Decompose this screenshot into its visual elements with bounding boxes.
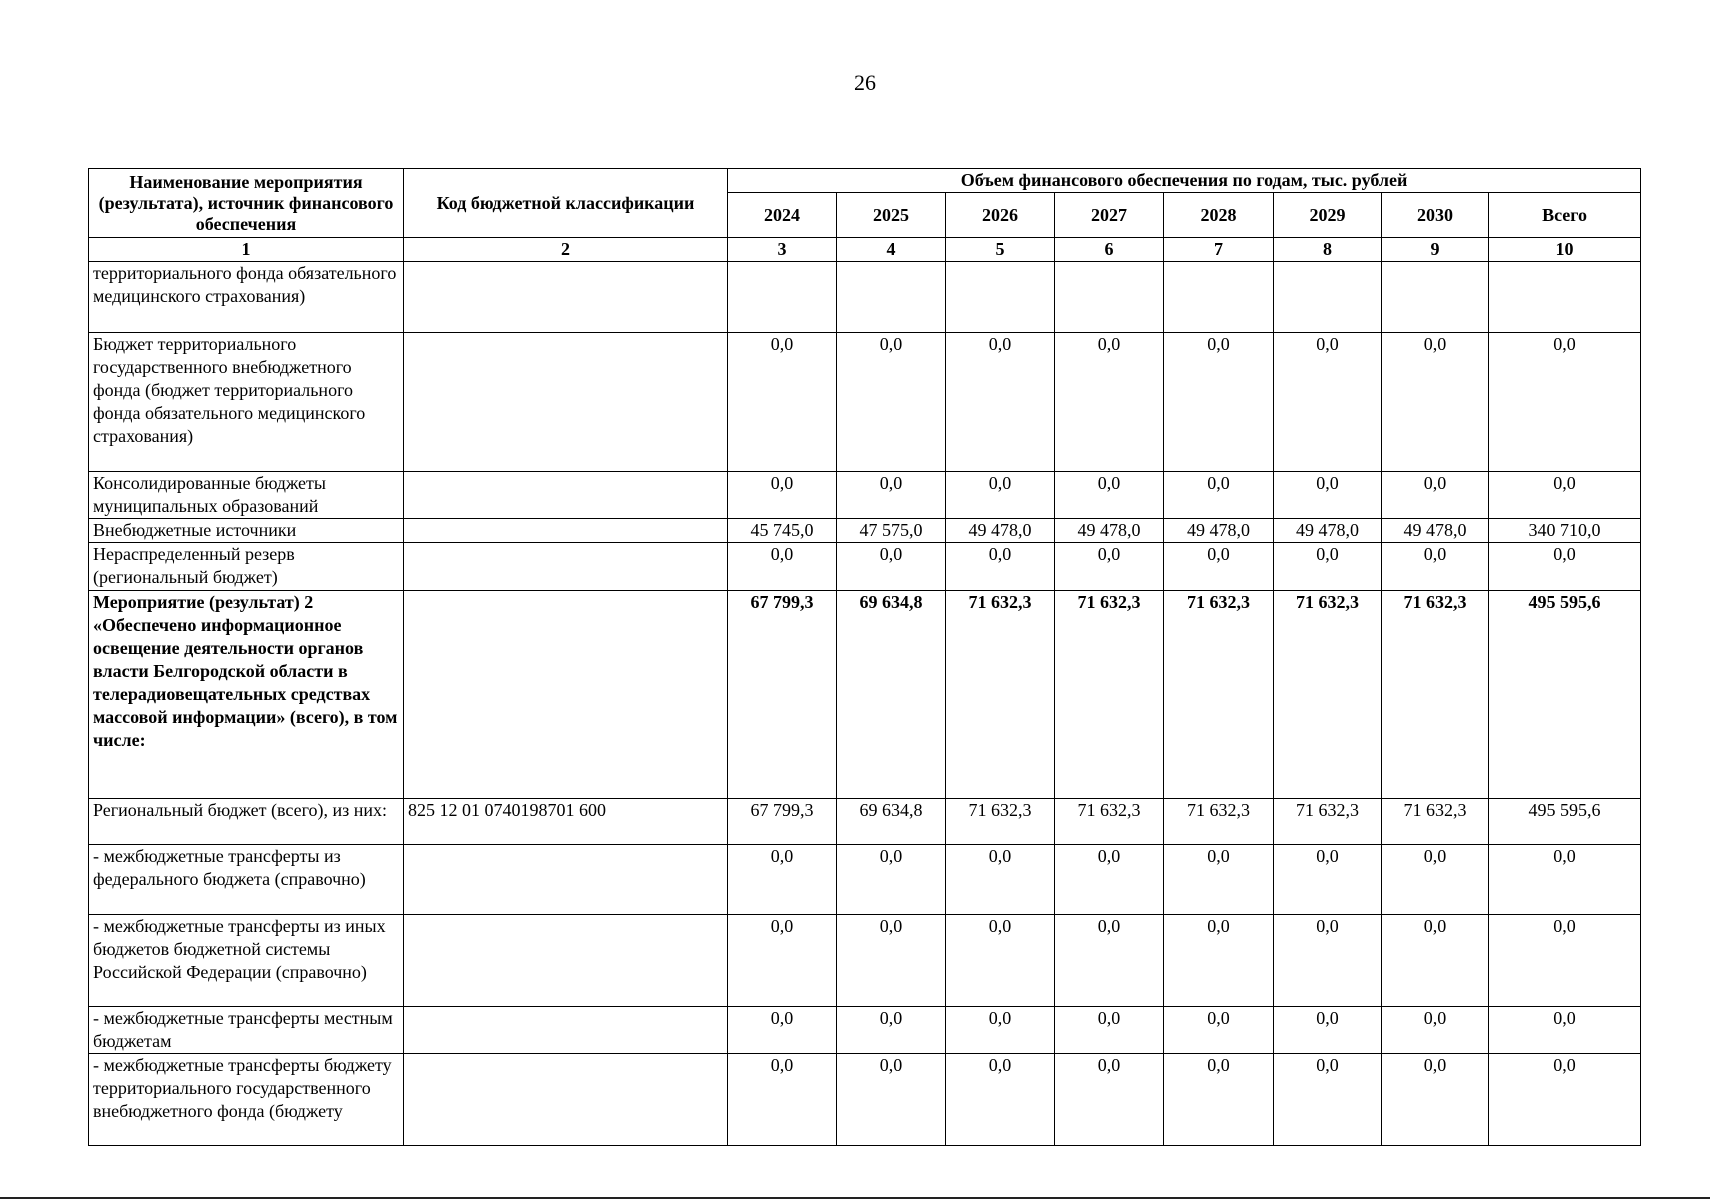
header-total: Всего — [1489, 193, 1641, 238]
page-bottom-edge — [0, 1197, 1710, 1199]
row-total-value: 0,0 — [1489, 915, 1641, 1007]
row-budget-code — [404, 845, 728, 915]
row-year-value: 0,0 — [837, 1054, 946, 1146]
table-row — [89, 333, 1641, 472]
row-year-value: 0,0 — [946, 1054, 1055, 1146]
header-year: 2026 — [946, 193, 1055, 238]
row-year-value — [946, 262, 1055, 333]
row-name: - межбюджетные трансферты местным бюджетам — [89, 1007, 404, 1054]
row-year-value: 0,0 — [1382, 333, 1489, 472]
row-total-value: 340 710,0 — [1489, 519, 1641, 543]
row-year-value: 49 478,0 — [1274, 519, 1382, 543]
column-index: 7 — [1164, 238, 1274, 262]
row-year-value: 71 632,3 — [1055, 591, 1164, 799]
row-year-value: 0,0 — [1382, 845, 1489, 915]
row-total-value: 0,0 — [1489, 543, 1641, 591]
row-year-value: 69 634,8 — [837, 799, 946, 845]
column-index: 9 — [1382, 238, 1489, 262]
row-year-value: 0,0 — [728, 915, 837, 1007]
row-name: - межбюджетные трансферты из иных бюджетов бюджетной системы Российской Федерации (справочно) — [89, 915, 404, 1007]
table-row — [89, 519, 1641, 543]
header-year: 2029 — [1274, 193, 1382, 238]
row-total-value: 0,0 — [1489, 333, 1641, 472]
row-year-value: 0,0 — [837, 472, 946, 519]
row-year-value: 0,0 — [837, 1007, 946, 1054]
header-year: 2024 — [728, 193, 837, 238]
row-year-value: 49 478,0 — [946, 519, 1055, 543]
column-index-row — [89, 238, 1641, 262]
row-year-value: 0,0 — [728, 1054, 837, 1146]
row-year-value: 71 632,3 — [1274, 799, 1382, 845]
row-name: Внебюджетные источники — [89, 519, 404, 543]
row-year-value: 49 478,0 — [1164, 519, 1274, 543]
row-year-value: 71 632,3 — [1164, 591, 1274, 799]
column-index: 4 — [837, 238, 946, 262]
row-name: Бюджет территориального государственного внебюджетного фонда (бюджет территориального фонда обязательного медицинского страхования) — [89, 333, 404, 472]
row-year-value: 69 634,8 — [837, 591, 946, 799]
row-name: - межбюджетные трансферты из федерального бюджета (справочно) — [89, 845, 404, 915]
row-year-value: 67 799,3 — [728, 799, 837, 845]
column-index: 5 — [946, 238, 1055, 262]
row-name: - межбюджетные трансферты бюджету территориального государственного внебюджетного фонда (бюджету — [89, 1054, 404, 1146]
row-year-value: 0,0 — [1382, 915, 1489, 1007]
row-year-value: 0,0 — [837, 543, 946, 591]
row-budget-code — [404, 472, 728, 519]
header-year: 2028 — [1164, 193, 1274, 238]
row-year-value: 71 632,3 — [1382, 591, 1489, 799]
row-year-value: 0,0 — [728, 543, 837, 591]
row-year-value: 0,0 — [1382, 1007, 1489, 1054]
header-name-column: Наименование мероприятия (результата), источник финансового обеспечения — [89, 169, 404, 238]
row-year-value: 0,0 — [1382, 543, 1489, 591]
row-year-value: 0,0 — [1164, 915, 1274, 1007]
row-total-value: 0,0 — [1489, 1054, 1641, 1146]
row-budget-code — [404, 543, 728, 591]
row-budget-code: 825 12 01 0740198701 600 — [404, 799, 728, 845]
row-year-value: 0,0 — [1164, 845, 1274, 915]
row-year-value: 0,0 — [1164, 1054, 1274, 1146]
row-budget-code — [404, 1007, 728, 1054]
row-total-value: 0,0 — [1489, 472, 1641, 519]
row-year-value: 71 632,3 — [1164, 799, 1274, 845]
table-row — [89, 472, 1641, 519]
row-budget-code — [404, 1054, 728, 1146]
row-year-value: 0,0 — [1382, 472, 1489, 519]
row-year-value: 0,0 — [1055, 472, 1164, 519]
row-year-value: 0,0 — [728, 472, 837, 519]
row-budget-code — [404, 915, 728, 1007]
row-name: Региональный бюджет (всего), из них: — [89, 799, 404, 845]
row-year-value: 49 478,0 — [1382, 519, 1489, 543]
row-year-value: 67 799,3 — [728, 591, 837, 799]
row-budget-code — [404, 519, 728, 543]
budget-table — [88, 168, 1641, 1146]
row-total-value — [1489, 262, 1641, 333]
table-row — [89, 1007, 1641, 1054]
row-budget-code — [404, 591, 728, 799]
row-year-value — [1382, 262, 1489, 333]
table-row — [89, 799, 1641, 845]
row-year-value: 0,0 — [1274, 1007, 1382, 1054]
row-year-value: 0,0 — [1164, 333, 1274, 472]
column-index: 8 — [1274, 238, 1382, 262]
row-year-value: 0,0 — [1274, 845, 1382, 915]
row-year-value: 0,0 — [728, 333, 837, 472]
header-year: 2027 — [1055, 193, 1164, 238]
row-year-value: 0,0 — [1164, 1007, 1274, 1054]
header-year: 2025 — [837, 193, 946, 238]
row-name: Консолидированные бюджеты муниципальных образований — [89, 472, 404, 519]
table-row — [89, 915, 1641, 1007]
row-total-value: 495 595,6 — [1489, 591, 1641, 799]
row-year-value — [728, 262, 837, 333]
column-index: 10 — [1489, 238, 1641, 262]
row-year-value: 0,0 — [1164, 543, 1274, 591]
row-year-value: 71 632,3 — [1382, 799, 1489, 845]
row-year-value: 0,0 — [946, 472, 1055, 519]
table-row — [89, 1054, 1641, 1146]
row-year-value: 0,0 — [1055, 543, 1164, 591]
table-row — [89, 543, 1641, 591]
row-year-value — [1274, 262, 1382, 333]
column-index: 1 — [89, 238, 404, 262]
row-year-value: 45 745,0 — [728, 519, 837, 543]
row-year-value: 0,0 — [1382, 1054, 1489, 1146]
row-year-value: 0,0 — [728, 845, 837, 915]
row-year-value: 0,0 — [1055, 915, 1164, 1007]
row-name: Мероприятие (результат) 2 «Обеспечено информационное освещение деятельности органов власти Белгородской области в телерадиовещательных средствах массовой информации» (всего), в том числе: — [89, 591, 404, 799]
row-name: территориального фонда обязательного медицинского страхования) — [89, 262, 404, 333]
row-total-value: 0,0 — [1489, 845, 1641, 915]
column-index: 6 — [1055, 238, 1164, 262]
row-year-value: 0,0 — [1274, 543, 1382, 591]
row-year-value: 0,0 — [837, 333, 946, 472]
row-year-value: 0,0 — [946, 845, 1055, 915]
row-year-value: 0,0 — [1274, 333, 1382, 472]
row-total-value: 495 595,6 — [1489, 799, 1641, 845]
row-year-value: 47 575,0 — [837, 519, 946, 543]
row-year-value: 0,0 — [946, 1007, 1055, 1054]
row-year-value: 71 632,3 — [946, 799, 1055, 845]
row-year-value: 0,0 — [1274, 1054, 1382, 1146]
table-row — [89, 845, 1641, 915]
row-year-value: 0,0 — [1055, 845, 1164, 915]
row-year-value: 0,0 — [1055, 333, 1164, 472]
row-year-value: 0,0 — [1164, 472, 1274, 519]
table-row — [89, 262, 1641, 333]
row-year-value — [1055, 262, 1164, 333]
header-code-column: Код бюджетной классификации — [404, 169, 728, 238]
row-year-value: 0,0 — [728, 1007, 837, 1054]
row-total-value: 0,0 — [1489, 1007, 1641, 1054]
row-name: Нераспределенный резерв (региональный бюджет) — [89, 543, 404, 591]
column-index: 3 — [728, 238, 837, 262]
row-year-value: 0,0 — [1274, 915, 1382, 1007]
row-year-value: 71 632,3 — [1055, 799, 1164, 845]
page-number: 26 — [854, 70, 876, 95]
row-year-value — [837, 262, 946, 333]
row-year-value: 0,0 — [946, 333, 1055, 472]
row-year-value — [1164, 262, 1274, 333]
table-row — [89, 591, 1641, 799]
row-year-value: 0,0 — [1274, 472, 1382, 519]
row-year-value: 0,0 — [1055, 1054, 1164, 1146]
row-year-value: 0,0 — [946, 543, 1055, 591]
row-budget-code — [404, 262, 728, 333]
row-budget-code — [404, 333, 728, 472]
column-index: 2 — [404, 238, 728, 262]
row-year-value: 49 478,0 — [1055, 519, 1164, 543]
row-year-value: 0,0 — [946, 915, 1055, 1007]
header-year: 2030 — [1382, 193, 1489, 238]
row-year-value: 71 632,3 — [946, 591, 1055, 799]
header-funding-group: Объем финансового обеспечения по годам, тыс. рублей — [728, 169, 1641, 193]
row-year-value: 71 632,3 — [1274, 591, 1382, 799]
row-year-value: 0,0 — [837, 845, 946, 915]
row-year-value: 0,0 — [1055, 1007, 1164, 1054]
row-year-value: 0,0 — [837, 915, 946, 1007]
